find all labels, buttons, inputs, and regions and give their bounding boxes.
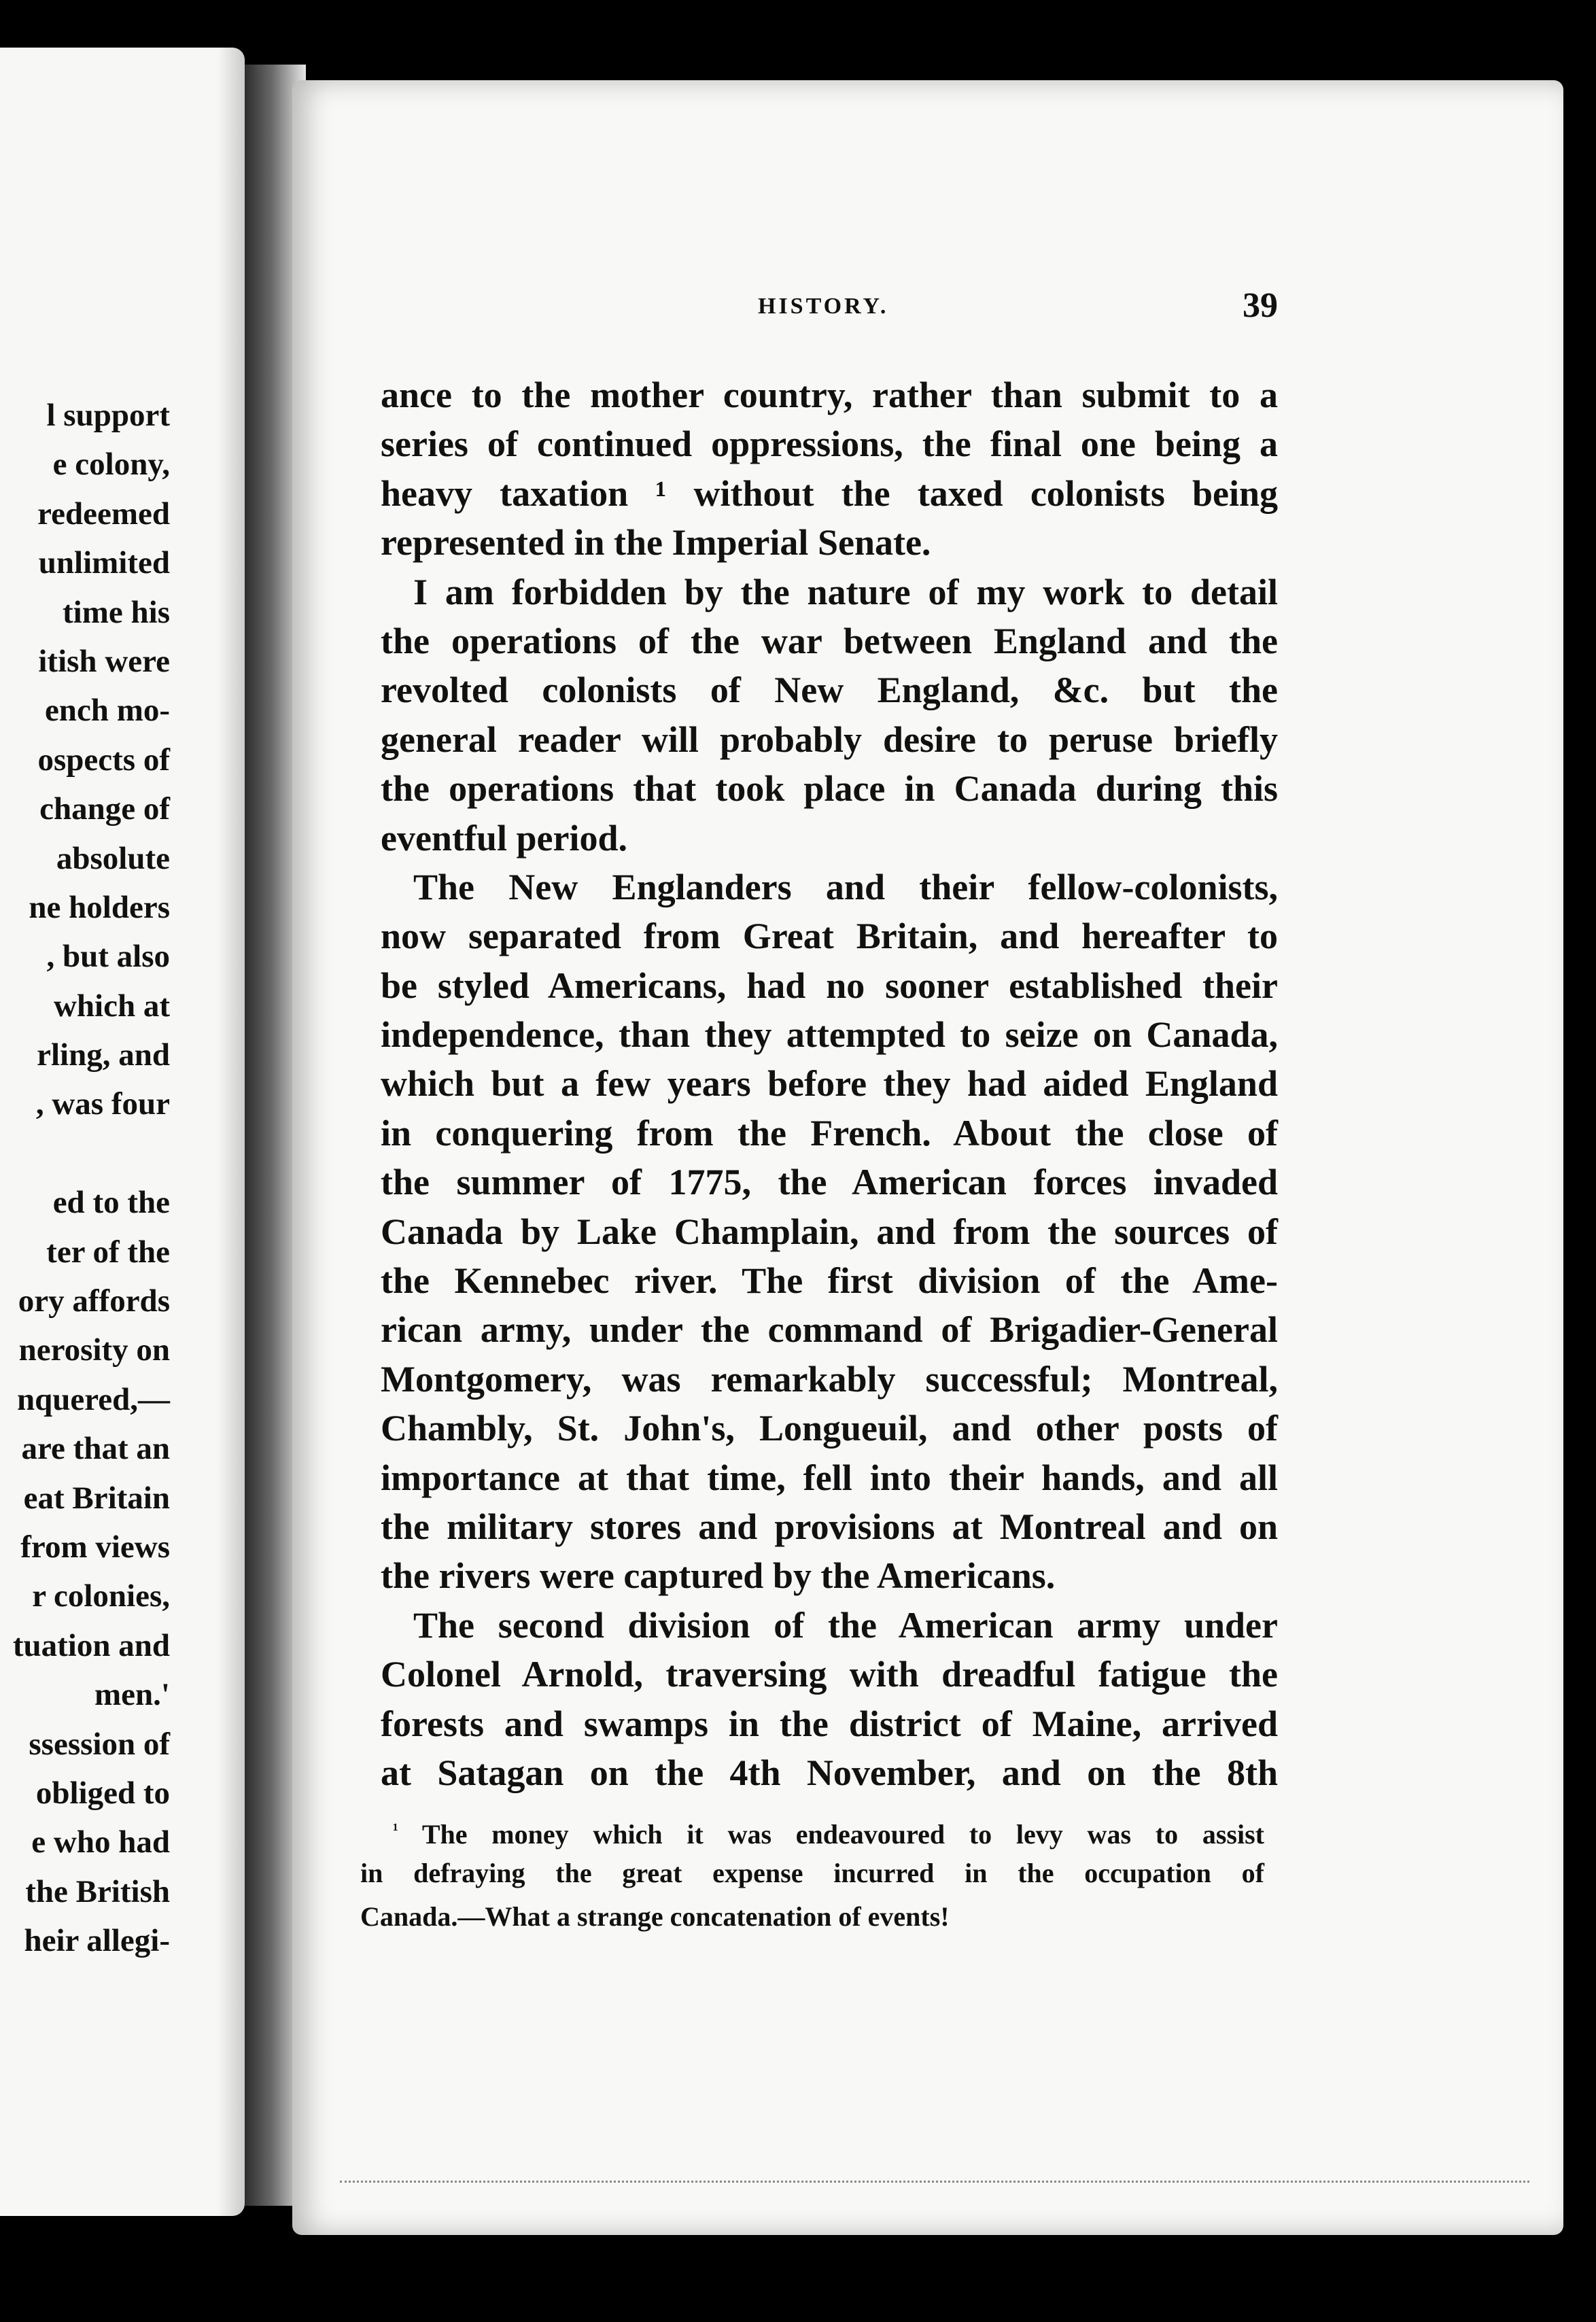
left-line: nerosity on — [18, 1332, 170, 1368]
left-line: obliged to — [35, 1775, 170, 1811]
text-line: the rivers were captured by the Americans. — [381, 1555, 1056, 1597]
left-line: , was four — [35, 1086, 170, 1122]
text-line: the operations that took place in Canada during this — [381, 768, 1278, 810]
text-line: importance at that time, fell into their hands, and all — [381, 1457, 1278, 1498]
left-line: e who had — [31, 1824, 170, 1860]
left-line: redeemed — [37, 496, 170, 532]
left-page-text — [0, 391, 170, 1966]
page-edge-marks — [340, 2175, 1529, 2183]
text-line: heavy taxation ¹ without the taxed colonists being — [381, 472, 1278, 514]
text-line: the military stores and provisions at Montreal and on — [381, 1506, 1278, 1547]
left-line: men.' — [94, 1677, 170, 1713]
text-line: general reader will probably desire to peruse briefly — [381, 718, 1278, 760]
left-line: l support — [46, 398, 170, 433]
page-shadow — [218, 48, 245, 2216]
text-line: revolted colonists of New England, &c. but the — [381, 670, 1278, 711]
left-line: itish were — [38, 643, 170, 679]
text-line: independence, than they attempted to seize on Canada, — [381, 1014, 1278, 1056]
text-line: in conquering from the French. About the close of — [381, 1112, 1278, 1154]
text-line: The second division of the American army under — [413, 1604, 1278, 1646]
footnote — [360, 1808, 1264, 1939]
text-line: the summer of 1775, the American forces invaded — [381, 1162, 1278, 1203]
left-line: ory affords — [18, 1283, 170, 1319]
left-line: time his — [63, 594, 170, 630]
left-line: ssession of — [29, 1726, 170, 1762]
left-line: ne holders — [29, 889, 170, 925]
text-line: eventful period. — [381, 817, 627, 859]
footnote-marker: ¹ — [393, 1820, 398, 1839]
left-line: ed to the — [52, 1185, 170, 1221]
left-line: , but also — [46, 939, 170, 975]
text-line: which but a few years before they had aided England — [381, 1063, 1278, 1105]
text-line: the Kennebec river. The first division of the Ame- — [381, 1260, 1278, 1302]
text-line: represented in the Imperial Senate. — [381, 522, 931, 564]
text-line: Montgomery, was remarkably successful; Montreal, — [381, 1358, 1278, 1400]
footnote-line: Canada.—What a strange concatenation of events! — [360, 1901, 950, 1932]
text-line: Colonel Arnold, traversing with dreadful fatigue the — [381, 1654, 1278, 1695]
text-line: Chambly, St. John's, Longueuil, and other posts of — [381, 1408, 1278, 1449]
text-line: the operations of the war between England and the — [381, 620, 1278, 661]
left-line: are that an — [21, 1431, 170, 1467]
page-number: 39 — [1243, 286, 1278, 325]
left-line: the British — [25, 1873, 170, 1909]
text-line: The New Englanders and their fellow-colonists, — [413, 866, 1278, 907]
left-line: which at — [53, 988, 170, 1024]
left-page — [0, 48, 245, 2216]
left-line: ter of the — [46, 1234, 170, 1270]
left-line — [0, 1129, 170, 1178]
text-line: forests and swamps in the district of Maine, arrived — [381, 1703, 1278, 1744]
body-text — [381, 370, 1278, 1797]
text-line: ance to the mother country, rather than submit to a — [381, 375, 1278, 415]
text-line: series of continued oppressions, the final one being a — [381, 423, 1278, 465]
footnote-text: The money which it was endeavoured to levy was to assist — [421, 1819, 1264, 1850]
left-line: from views — [20, 1529, 170, 1565]
text-line: now separated from Great Britain, and hereafter to — [381, 916, 1278, 957]
text-line: Canada by Lake Champlain, and from the sources of — [381, 1211, 1278, 1252]
running-head — [462, 285, 1278, 326]
running-title: HISTORY. — [758, 294, 889, 319]
text-line: be styled Americans, had no sooner established their — [381, 965, 1278, 1006]
left-line: tuation and — [12, 1627, 170, 1663]
left-line: ospects of — [37, 742, 170, 778]
left-line: unlimited — [38, 545, 170, 581]
left-line: nquered,— — [16, 1381, 170, 1417]
left-line: change of — [39, 791, 170, 827]
text-line: I am forbidden by the nature of my work to detail — [413, 571, 1278, 612]
left-line: eat Britain — [23, 1480, 170, 1516]
text-line: rican army, under the command of Brigadier-General — [381, 1309, 1278, 1351]
left-line: rling, and — [37, 1037, 170, 1073]
left-line: e colony, — [52, 447, 170, 483]
left-line: ench mo- — [44, 693, 170, 729]
footnote-line: in defraying the great expense incurred in the occupation of — [360, 1858, 1264, 1888]
text-line: at Satagan on the 4th November, and on the 8th — [381, 1752, 1278, 1793]
left-line: heir allegi- — [24, 1923, 170, 1959]
footnote-line — [360, 1808, 1264, 1852]
left-line: r colonies, — [32, 1578, 170, 1614]
left-line: absolute — [56, 840, 170, 876]
